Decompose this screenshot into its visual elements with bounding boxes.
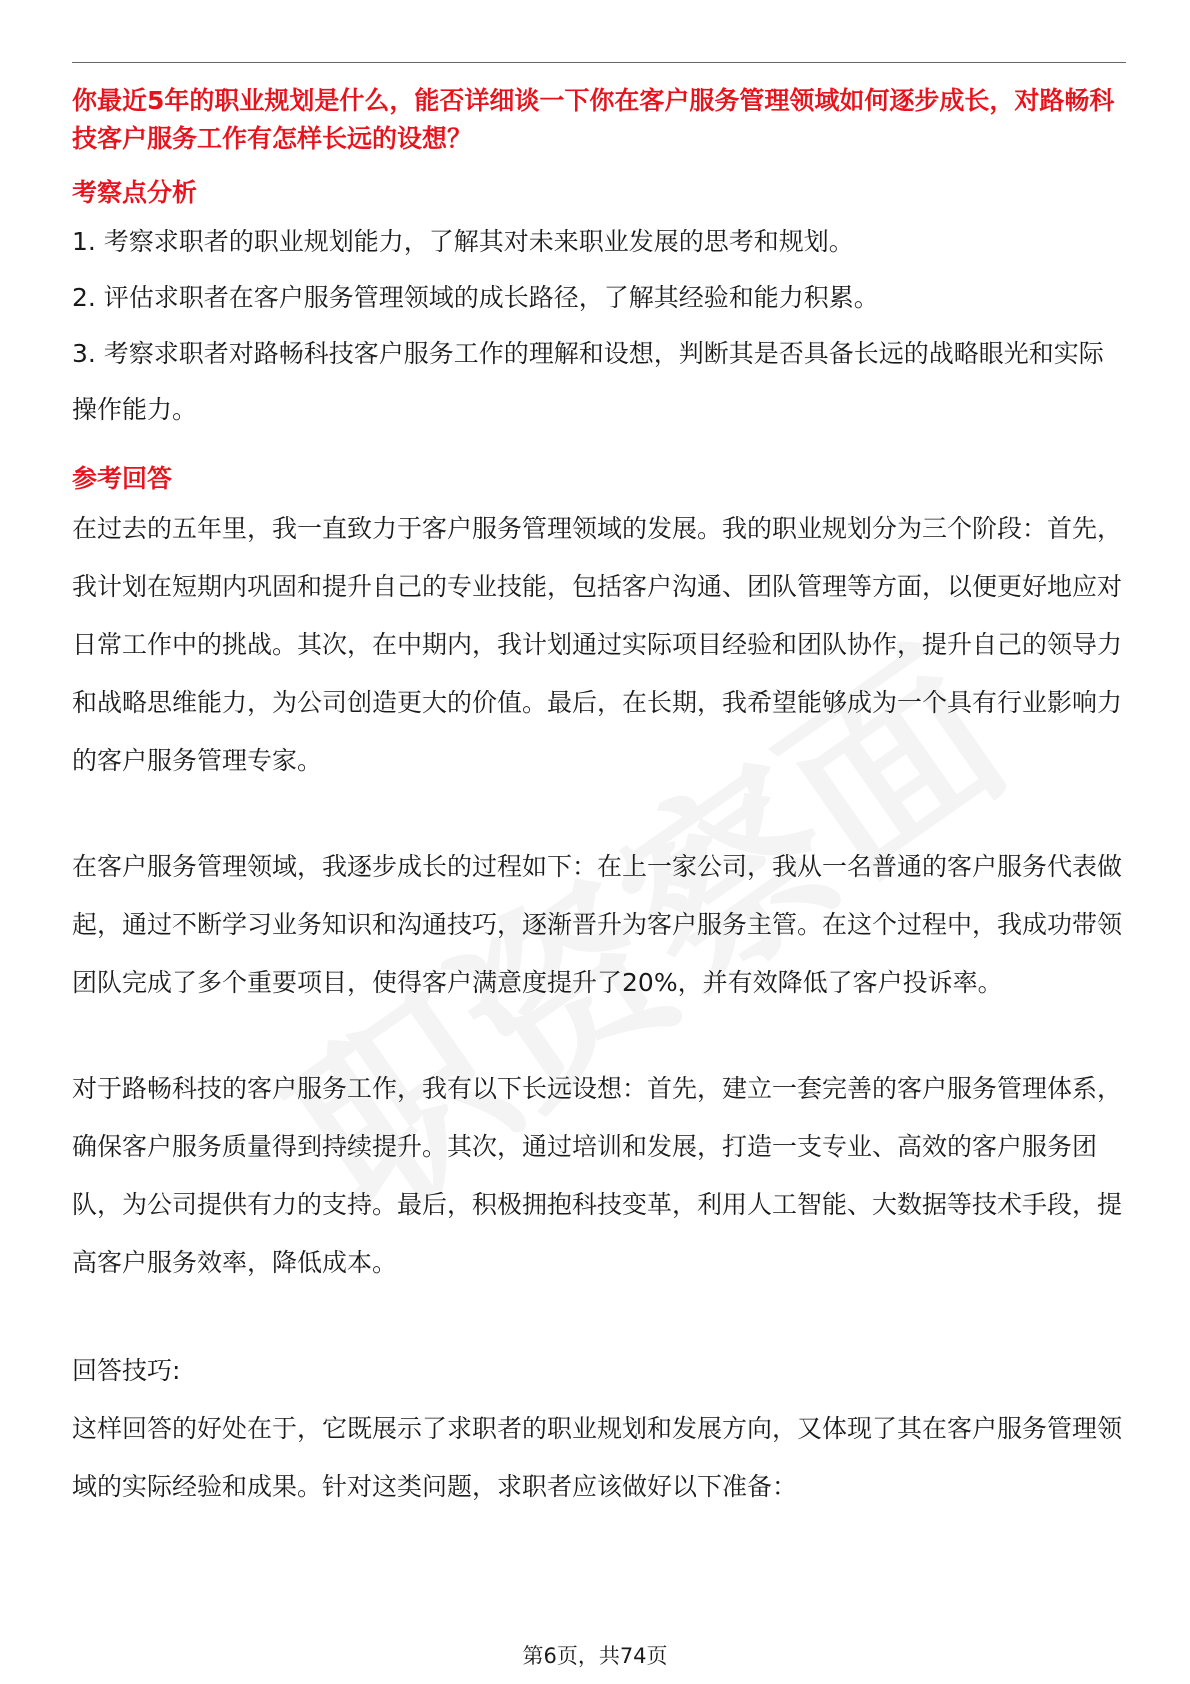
analysis-item: 2. 评估求职者在客户服务管理领域的成长路径，了解其经验和能力积累。 bbox=[72, 283, 879, 312]
question-heading: 你最近5年的职业规划是什么，能否详细谈一下你在客户服务管理领域如何逐步成长，对路畅科技客户服务工作有怎样长远的设想？ bbox=[72, 86, 1115, 153]
tips-title: 回答技巧: bbox=[72, 1356, 181, 1385]
tips-text: 这样回答的好处在于，它既展示了求职者的职业规划和发展方向，又体现了其在客户服务管理领域的实际经验和成果。针对这类问题，求职者应该做好以下准备： bbox=[72, 1414, 1123, 1501]
answer-paragraph: 在客户服务管理领域，我逐步成长的过程如下：在上一家公司，我从一名普通的客户服务代表做起，通过不断学习业务知识和沟通技巧，逐渐晋升为客户服务主管。在这个过程中，我成功带领团队完成了多个重要项目，使得客户满意度提升了20%，并有效降低了客户投诉率。 bbox=[72, 852, 1123, 997]
header-rule bbox=[72, 62, 1126, 63]
page-footer: 第6页，共74页 bbox=[522, 1644, 668, 1668]
analysis-list bbox=[72, 214, 1126, 438]
answer-paragraph: 在过去的五年里，我一直致力于客户服务管理领域的发展。我的职业规划分为三个阶段：首先，我计划在短期内巩固和提升自己的专业技能，包括客户沟通、团队管理等方面，以便更好地应对日常工作中的挑战。其次，在中期内，我计划通过实际项目经验和团队协作，提升自己的领导力和战略思维能力，为公司创造更大的价值。最后，在长期，我希望能够成为一个具有行业影响力的客户服务管理专家。 bbox=[72, 514, 1123, 775]
answer-title: 参考回答 bbox=[72, 464, 173, 493]
answer-body bbox=[72, 500, 1126, 1292]
page-content bbox=[72, 82, 1126, 1516]
analysis-item: 3. 考察求职者对路畅科技客户服务工作的理解和设想，判断其是否具备长远的战略眼光和实际操作能力。 bbox=[72, 339, 1104, 424]
analysis-title: 考察点分析 bbox=[72, 178, 198, 207]
analysis-item: 1. 考察求职者的职业规划能力，了解其对未来职业发展的思考和规划。 bbox=[72, 227, 854, 256]
answer-paragraph: 对于路畅科技的客户服务工作，我有以下长远设想：首先，建立一套完善的客户服务管理体系，确保客户服务质量得到持续提升。其次，通过培训和发展，打造一支专业、高效的客户服务团队，为公司提供有力的支持。最后，积极拥抱科技变革，利用人工智能、大数据等技术手段，提高客户服务效率，降低成本。 bbox=[72, 1074, 1123, 1277]
